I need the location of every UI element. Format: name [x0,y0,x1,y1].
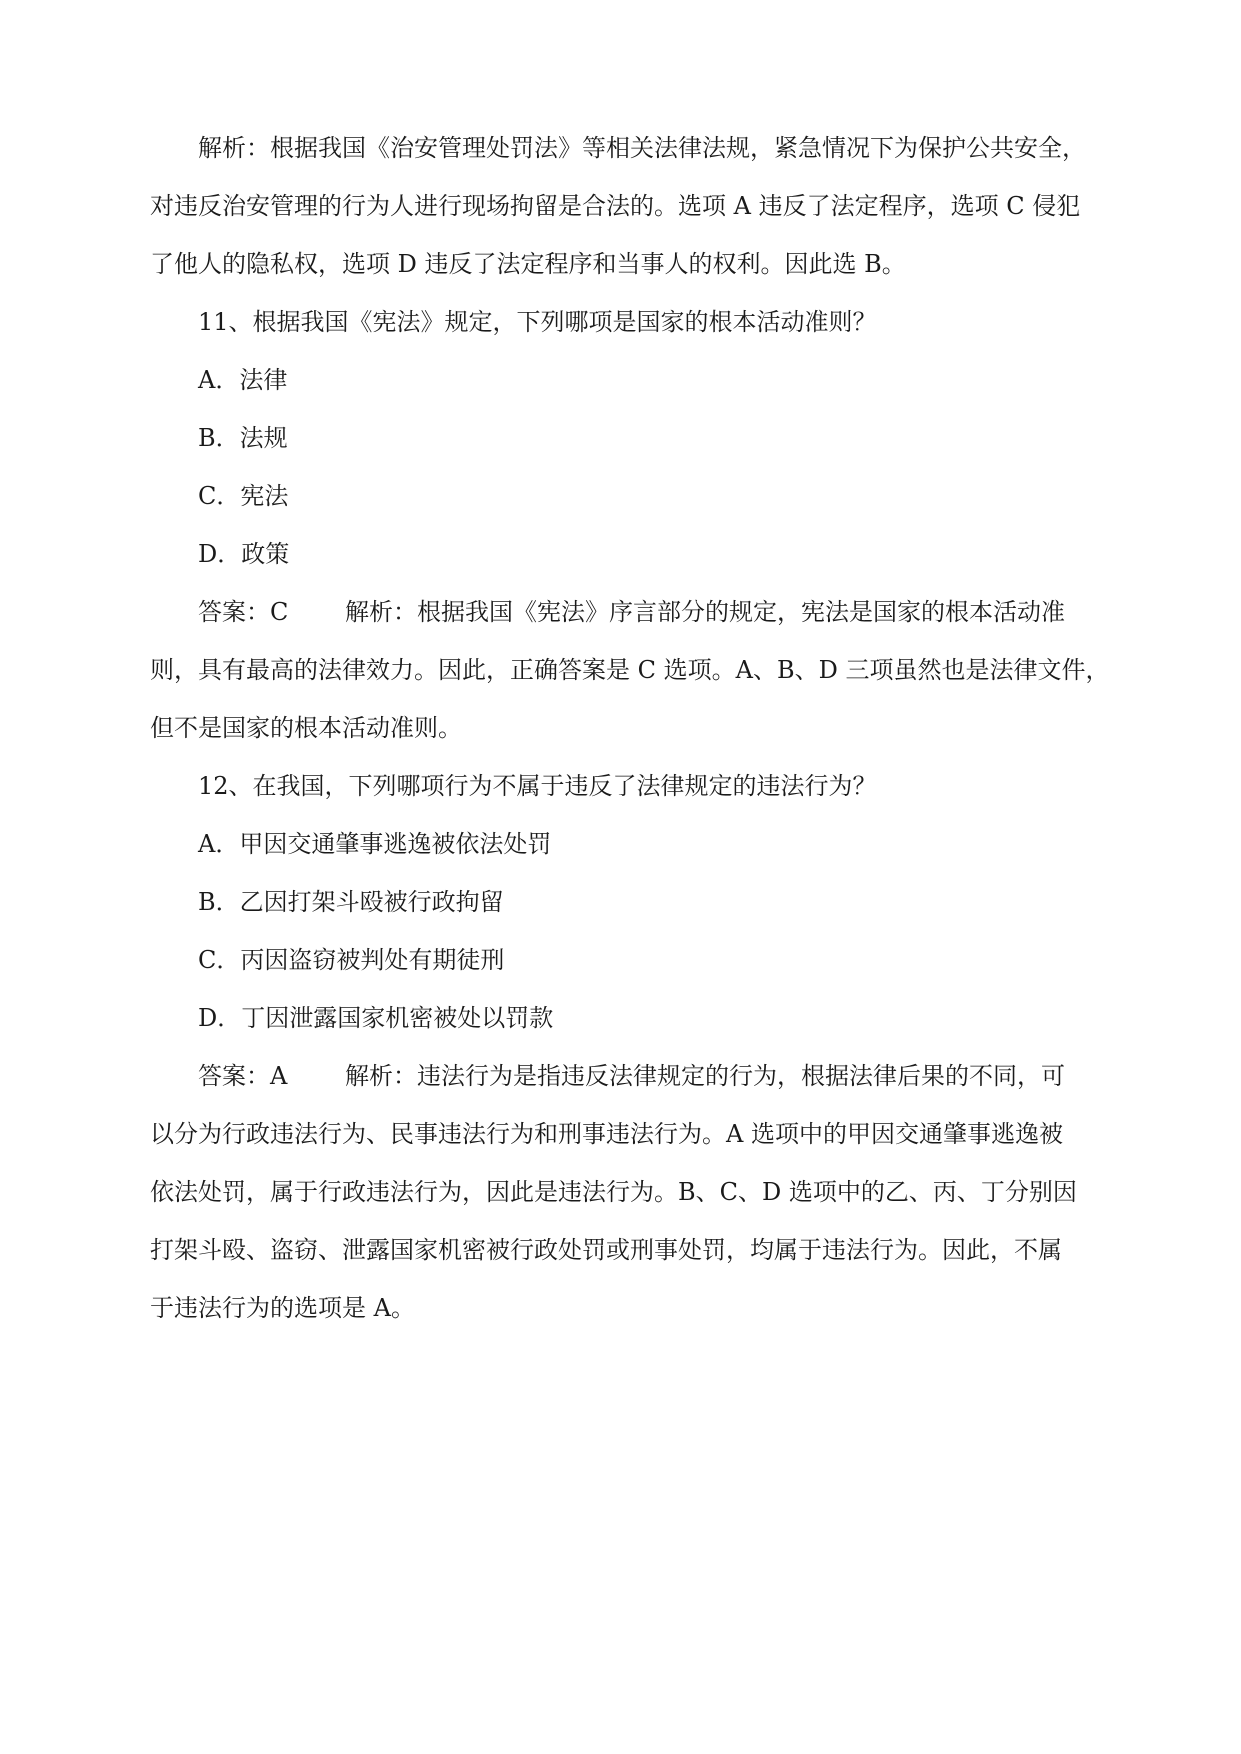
question-11-answer-line [198,596,1158,628]
question-12-option-c: C．丙因盗窃被判处有期徒刑 [198,946,505,974]
prev-analysis-line-1: 解析：根据我国《治安管理处罚法》等相关法律法规，紧急情况下为保护公共安全， [198,134,1086,162]
question-12-option-b: B．乙因打架斗殴被行政拘留 [198,888,504,916]
question-12-analysis-line-3: 依法处罚，属于行政违法行为，因此是违法行为。B、C、D 选项中的乙、丙、丁分别因 [150,1178,1077,1206]
question-11-option-b: B．法规 [198,424,288,452]
question-11-analysis-line-2: 则，具有最高的法律效力。因此，正确答案是 C 选项。A、B、D 三项虽然也是法律文件， [150,656,1110,684]
prev-analysis-line-3: 了他人的隐私权，选项 D 违反了法定程序和当事人的权利。因此选 B。 [150,250,906,278]
question-12-answer: 答案：A [198,1062,288,1090]
question-12-analysis-line-5: 于违法行为的选项是 A。 [150,1294,415,1322]
question-11-option-a: A．法律 [198,366,288,394]
question-11-stem: 11、根据我国《宪法》规定，下列哪项是国家的根本活动准则？ [198,308,877,336]
question-11-analysis-start: 解析：根据我国《宪法》序言部分的规定，宪法是国家的根本活动准 [345,598,1065,626]
question-12-option-d: D．丁因泄露国家机密被处以罚款 [198,1004,554,1032]
question-11-analysis-line-3: 但不是国家的根本活动准则。 [150,714,462,742]
question-12-answer-line [198,1060,1158,1092]
question-12-stem: 12、在我国，下列哪项行为不属于违反了法律规定的违法行为？ [198,772,877,800]
question-12-option-a: A．甲因交通肇事逃逸被依法处罚 [198,830,552,858]
question-11-answer: 答案：C [198,598,289,626]
question-12-analysis-start: 解析：违法行为是指违反法律规定的行为，根据法律后果的不同，可 [345,1062,1065,1090]
question-11-option-c: C．宪法 [198,482,289,510]
question-11-option-d: D．政策 [198,540,290,568]
prev-analysis-line-2: 对违反治安管理的行为人进行现场拘留是合法的。选项 A 违反了法定程序，选项 C 侵犯 [150,192,1081,220]
question-12-analysis-line-2: 以分为行政违法行为、民事违法行为和刑事违法行为。A 选项中的甲因交通肇事逃逸被 [150,1120,1063,1148]
question-12-analysis-line-4: 打架斗殴、盗窃、泄露国家机密被行政处罚或刑事处罚，均属于违法行为。因此，不属 [150,1236,1062,1264]
